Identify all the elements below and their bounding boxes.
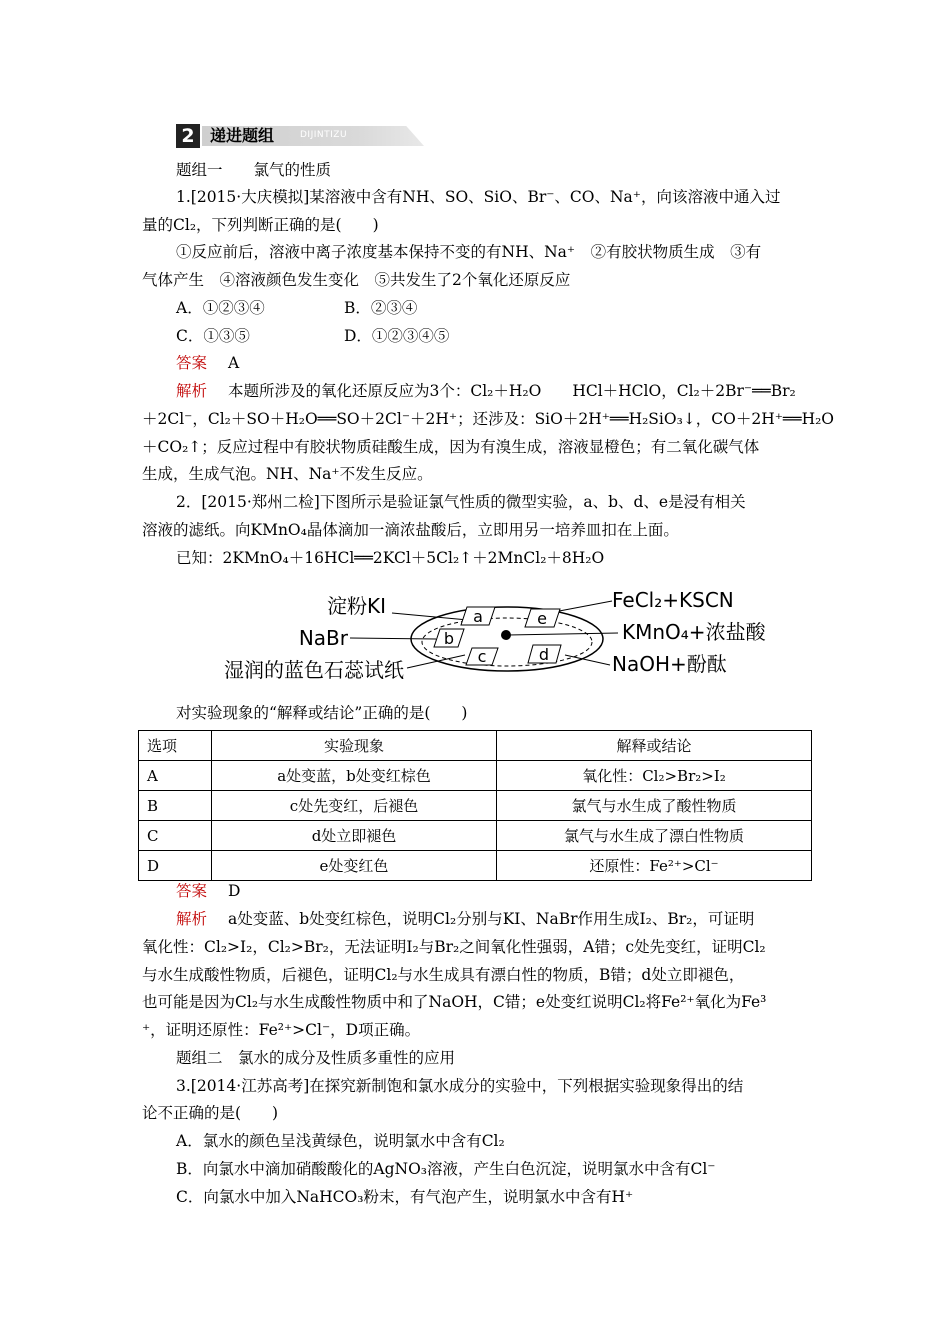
- section-number: 2: [176, 124, 200, 148]
- q1-answer-value: A: [228, 354, 240, 372]
- q1-option-a: A．①②③④: [176, 299, 265, 317]
- label-nabr: NaBr: [298, 626, 348, 650]
- table-cell-phenomenon: d处立即褪色: [212, 821, 497, 851]
- section-header: [176, 124, 424, 148]
- label-naoh-phenolphthalein: NaOH+酚酞: [612, 652, 727, 676]
- q1-answer-label: 答案: [176, 354, 208, 372]
- table-header-phenomenon: 实验现象: [212, 731, 497, 761]
- q2-answer-label: 答案: [176, 882, 208, 900]
- q1-analysis-line3: ＋CO₂↑；反应过程中有胶状物质硅酸生成，因为有溴生成，溶液显橙色；有二氧化碳气体: [142, 438, 760, 456]
- paper-label-c: c: [477, 647, 487, 666]
- table-cell-phenomenon: c处先变红，后褪色: [212, 791, 497, 821]
- q2-question: 对实验现象的“解释或结论”正确的是( ): [176, 704, 468, 722]
- q1-option-b: B．②③④: [344, 299, 418, 317]
- q1-analysis-line2: ＋2Cl⁻，Cl₂＋SO＋H₂O══SO＋2Cl⁻＋2H⁺；还涉及：SiO＋2H⁺══H₂SiO₃↓，CO＋2H⁺══H₂O: [142, 410, 835, 428]
- section-subtitle: DIJINTIZU: [300, 130, 348, 140]
- table-cell-phenomenon: a处变蓝，b处变红棕色: [212, 761, 497, 791]
- q2-known-equation: 已知：2KMnO₄＋16HCl══2KCl＋5Cl₂↑＋2MnCl₂＋8H₂O: [176, 549, 605, 567]
- table-row: [139, 761, 812, 791]
- paper-label-b: b: [443, 629, 455, 648]
- q2-analysis-line4: 也可能是因为Cl₂与水生成酸性物质中和了NaOH，C错；e处变红说明Cl₂将Fe²⁺氧化为Fe³: [142, 993, 767, 1011]
- q1-option-c: C．①③⑤: [176, 327, 250, 345]
- q2-stem-line1: 2．[2015·郑州二检]下图所示是验证氯气性质的微型实验，a、b、d、e是浸有相关: [176, 493, 746, 511]
- label-kmno4-hcl: KMnO₄+浓盐酸: [622, 620, 766, 644]
- table-row: [139, 821, 812, 851]
- leader-line-ki: [392, 613, 468, 620]
- q1-stem-line2: 量的Cl₂，下列判断正确的是( ): [142, 216, 379, 234]
- experiment-diagram: [200, 585, 780, 690]
- q3-option-c: C．向氯水中加入NaHCO₃粉末，有气泡产生，说明氯水中含有H⁺: [176, 1188, 634, 1206]
- q1-stem-line1: 1.[2015·大庆模拟]某溶液中含有NH、SO、SiO、Br⁻、CO、Na⁺，向该溶液中通入过: [176, 188, 781, 206]
- table-cell-conclusion: 氯气与水生成了漂白性物质: [497, 821, 812, 851]
- leader-line-nabr: [350, 638, 436, 639]
- q1-statements-line2: 气体产生 ④溶液颜色发生变化 ⑤共发生了2个氧化还原反应: [142, 271, 571, 289]
- q3-stem-line1: 3.[2014·江苏高考]在探究新制饱和氯水成分的实验中，下列根据实验现象得出的结: [176, 1077, 744, 1095]
- kmno4-crystal: [501, 630, 511, 640]
- q2-answer-value: D: [228, 882, 241, 900]
- paper-label-e: e: [537, 609, 547, 628]
- table-row: [139, 851, 812, 881]
- table-cell-option: A: [139, 761, 212, 791]
- label-fecl2-kscn: FeCl₂+KSCN: [612, 588, 734, 612]
- q1-statements-line1: ①反应前后，溶液中离子浓度基本保持不变的有NH、Na⁺ ②有胶状物质生成 ③有: [176, 243, 762, 261]
- table-header-row: [139, 731, 812, 761]
- q2-analysis-label: 解析: [176, 910, 208, 928]
- q2-analysis-line3: 与水生成酸性物质，后褪色，证明Cl₂与水生成具有漂白性的物质，B错；d处立即褪色，: [142, 966, 745, 984]
- q3-option-b: B．向氯水中滴加硝酸酸化的AgNO₃溶液，产生白色沉淀，说明氯水中含有Cl⁻: [176, 1160, 716, 1178]
- q1-analysis-line4: 生成，生成气泡。NH、Na⁺不发生反应。: [142, 465, 433, 483]
- table-row: [139, 791, 812, 821]
- q3-option-a: A．氯水的颜色呈浅黄绿色，说明氯水中含有Cl₂: [176, 1132, 505, 1150]
- table-header-option: 选项: [139, 731, 212, 761]
- group-two-title: 题组二 氯水的成分及性质多重性的应用: [176, 1049, 456, 1067]
- q1-analysis-label: 解析: [176, 382, 208, 400]
- q2-analysis-line1: a处变蓝、b处变红棕色，说明Cl₂分别与KI、NaBr作用生成I₂、Br₂，可证明: [228, 910, 755, 928]
- label-litmus-paper: 湿润的蓝色石蕊试纸: [224, 658, 404, 682]
- table-cell-conclusion: 氯气与水生成了酸性物质: [497, 791, 812, 821]
- q2-analysis-line2: 氧化性：Cl₂>I₂，Cl₂>Br₂，无法证明I₂与Br₂之间氧化性强弱，A错；c处先变红，证明Cl₂: [142, 938, 766, 956]
- table-header-conclusion: 解释或结论: [497, 731, 812, 761]
- q2-analysis-line5: ⁺，证明还原性：Fe²⁺>Cl⁻，D项正确。: [142, 1021, 421, 1039]
- section-title: 递进题组: [210, 126, 275, 145]
- group-one-title: 题组一 氯气的性质: [176, 161, 332, 179]
- q1-option-d: D．①②③④⑤: [344, 327, 450, 345]
- leader-line-fecl2: [554, 601, 612, 612]
- table-cell-conclusion: 氧化性：Cl₂>Br₂>I₂: [497, 761, 812, 791]
- table-cell-option: D: [139, 851, 212, 881]
- table-cell-phenomenon: e处变红色: [212, 851, 497, 881]
- q1-analysis-line1: 本题所涉及的氧化还原反应为3个：Cl₂＋H₂O HCl＋HClO，Cl₂＋2Br⁻══Br₂: [228, 382, 796, 400]
- q2-options-table: [138, 730, 812, 881]
- table-cell-conclusion: 还原性：Fe²⁺>Cl⁻: [497, 851, 812, 881]
- q2-stem-line2: 溶液的滤纸。向KMnO₄晶体滴加一滴浓盐酸后，立即用另一培养皿扣在上面。: [142, 521, 679, 539]
- paper-label-d: d: [538, 645, 550, 664]
- paper-label-a: a: [473, 607, 483, 626]
- label-starch-ki: 淀粉KI: [326, 594, 386, 618]
- table-cell-option: B: [139, 791, 212, 821]
- table-cell-option: C: [139, 821, 212, 851]
- q3-stem-line2: 论不正确的是( ): [142, 1104, 279, 1122]
